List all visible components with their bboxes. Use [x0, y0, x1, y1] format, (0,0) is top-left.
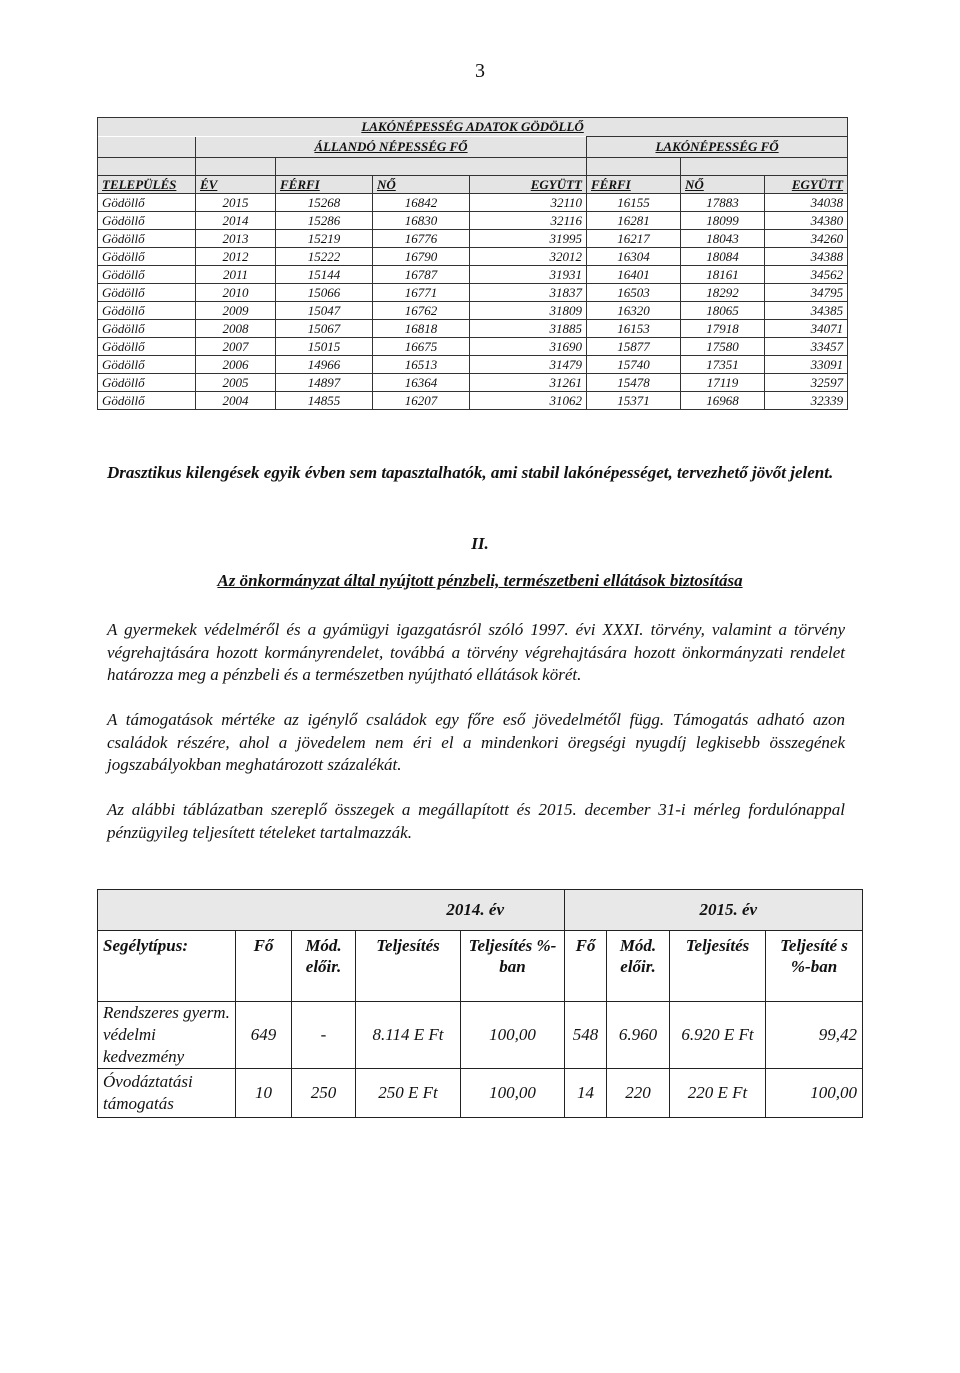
table-cell: 2011 — [196, 266, 276, 284]
table-row — [98, 1069, 863, 1118]
stability-note: Drasztikus kilengések egyik évben sem tapasztalhatók, ami stabil lakónépességet, tervezhető jövőt jelent. — [107, 463, 834, 482]
table-cell: 17883 — [681, 194, 765, 212]
table-cell: 16217 — [587, 230, 681, 248]
table-row — [98, 356, 848, 374]
table-cell: 34038 — [765, 194, 848, 212]
table-cell: 18043 — [681, 230, 765, 248]
population-header-cell: ÉV — [196, 176, 276, 194]
table-cell: 34260 — [765, 230, 848, 248]
table-cell: 2015 — [196, 194, 276, 212]
table-cell: 548 — [565, 1002, 607, 1069]
table-cell: 34795 — [765, 284, 848, 302]
table-cell: Gödöllő — [98, 230, 196, 248]
benefits-table — [97, 889, 863, 1118]
benefits-header-cell: Teljesíté s %-ban — [766, 931, 863, 1002]
table-cell: Gödöllő — [98, 320, 196, 338]
paragraph-table-intro: Az alábbi táblázatban szereplő összegek a megállapított és 2015. december 31-i mérleg fordulónappal pénzügyileg teljesített tételeket tartalmazzák. — [107, 800, 845, 842]
section-number: II. — [471, 534, 489, 553]
table-cell: Gödöllő — [98, 194, 196, 212]
table-cell: 16153 — [587, 320, 681, 338]
table-cell: 15877 — [587, 338, 681, 356]
table-cell: 14966 — [276, 356, 373, 374]
table-cell: 2014 — [196, 212, 276, 230]
table-cell: Gödöllő — [98, 338, 196, 356]
table-cell: 16818 — [373, 320, 470, 338]
benefits-header-cell: Teljesítés %-ban — [461, 931, 565, 1002]
table-cell: 33457 — [765, 338, 848, 356]
table-cell: 16842 — [373, 194, 470, 212]
benefits-header-cell: Teljesítés — [356, 931, 461, 1002]
table-cell: 17580 — [681, 338, 765, 356]
paragraph-eligibility: A támogatások mértéke az igénylő családok egy főre eső jövedelmétől függ. Támogatás adható azon családok részére, ahol a jövedelem nem éri el a mindenkori öregségi nyugdíj legkisebb összegének jogszabályokban meghatározott százalékát. — [107, 710, 845, 774]
table-row — [98, 230, 848, 248]
table-cell: 2004 — [196, 392, 276, 410]
table-cell: 15222 — [276, 248, 373, 266]
table-cell: 6.960 — [607, 1002, 670, 1069]
table-cell: 31261 — [470, 374, 587, 392]
table-cell: 2012 — [196, 248, 276, 266]
table-cell: 34562 — [765, 266, 848, 284]
section-title: Az önkormányzat által nyújtott pénzbeli, természetbeni ellátások biztosítása — [217, 571, 743, 590]
table-cell: 34388 — [765, 248, 848, 266]
group-resident-header: LAKÓNÉPESSÉG FŐ — [587, 137, 848, 158]
table-cell: 2005 — [196, 374, 276, 392]
table-cell: Rendszeres gyerm. védelmi kedvezmény — [98, 1002, 236, 1069]
population-header-cell: FÉRFI — [276, 176, 373, 194]
year-2015-header: 2015. év — [565, 890, 863, 931]
table-cell: 34380 — [765, 212, 848, 230]
table-cell: 250 — [292, 1069, 356, 1118]
table-cell: 17918 — [681, 320, 765, 338]
table-row — [98, 194, 848, 212]
table-cell: 16771 — [373, 284, 470, 302]
table-cell: 16776 — [373, 230, 470, 248]
table-cell: 16675 — [373, 338, 470, 356]
table-cell: 31931 — [470, 266, 587, 284]
table-cell: 16281 — [587, 212, 681, 230]
table-cell: Gödöllő — [98, 266, 196, 284]
table-cell: 15286 — [276, 212, 373, 230]
table-cell: 14897 — [276, 374, 373, 392]
table-cell: 2010 — [196, 284, 276, 302]
table-cell: 16790 — [373, 248, 470, 266]
table-cell: 2013 — [196, 230, 276, 248]
table-row — [98, 212, 848, 230]
table-cell: 15371 — [587, 392, 681, 410]
table-cell: 34385 — [765, 302, 848, 320]
table-cell: 15740 — [587, 356, 681, 374]
table-cell: 31062 — [470, 392, 587, 410]
table-cell: 15066 — [276, 284, 373, 302]
table-cell: 15219 — [276, 230, 373, 248]
table-cell: 31809 — [470, 302, 587, 320]
table-cell: 100,00 — [766, 1069, 863, 1118]
population-header-cell: NŐ — [681, 176, 765, 194]
table-row — [98, 284, 848, 302]
population-header-cell: EGYÜTT — [765, 176, 848, 194]
table-cell: 18161 — [681, 266, 765, 284]
table-row — [98, 374, 848, 392]
table-cell: 31995 — [470, 230, 587, 248]
table-cell: 31479 — [470, 356, 587, 374]
table-cell: 15047 — [276, 302, 373, 320]
table-cell: Gödöllő — [98, 284, 196, 302]
table-cell: 16320 — [587, 302, 681, 320]
table-cell: 220 E Ft — [670, 1069, 766, 1118]
table-cell: 17351 — [681, 356, 765, 374]
table-row — [98, 302, 848, 320]
table-cell: 649 — [236, 1002, 292, 1069]
population-header-cell: TELEPÜLÉS — [98, 176, 196, 194]
table-cell: Óvodáztatási támogatás — [98, 1069, 236, 1118]
table-cell: - — [292, 1002, 356, 1069]
table-cell: 33091 — [765, 356, 848, 374]
table-cell: 2008 — [196, 320, 276, 338]
table-cell: 32116 — [470, 212, 587, 230]
table-cell: 15268 — [276, 194, 373, 212]
table-cell: 15067 — [276, 320, 373, 338]
table-cell: 16762 — [373, 302, 470, 320]
table-cell: 17119 — [681, 374, 765, 392]
benefits-header-cell: Fő — [236, 931, 292, 1002]
table-cell: Gödöllő — [98, 374, 196, 392]
table-cell: 16968 — [681, 392, 765, 410]
population-header-cell: NŐ — [373, 176, 470, 194]
benefits-header-cell: Fő — [565, 931, 607, 1002]
table-cell: 31885 — [470, 320, 587, 338]
table-cell: 99,42 — [766, 1002, 863, 1069]
table-row — [98, 266, 848, 284]
page-number: 3 — [475, 60, 485, 82]
table-cell: 18065 — [681, 302, 765, 320]
table-row — [98, 1002, 863, 1069]
population-header-cell: FÉRFI — [587, 176, 681, 194]
table-row — [98, 320, 848, 338]
benefits-header-cell: Segélytípus: — [98, 931, 236, 1002]
table-cell: Gödöllő — [98, 356, 196, 374]
table-cell: 15478 — [587, 374, 681, 392]
table-cell: 16503 — [587, 284, 681, 302]
table-cell: 14 — [565, 1069, 607, 1118]
table-cell: 16787 — [373, 266, 470, 284]
table-cell: 220 — [607, 1069, 670, 1118]
paragraph-law: A gyermekek védelméről és a gyámügyi igazgatásról szóló 1997. évi XXXI. törvény, valamint a törvény végrehajtására hozott kormányrendelet, továbbá a törvény végrehajtására hozott önkormányzati rendelet határozza meg a pénzbeli és a természetben nyújtható ellátások körét. — [107, 620, 845, 684]
table-cell: 15015 — [276, 338, 373, 356]
table-cell: 32110 — [470, 194, 587, 212]
benefits-header-cell: Teljesítés — [670, 931, 766, 1002]
table-cell: 18292 — [681, 284, 765, 302]
table-cell: 16304 — [587, 248, 681, 266]
table-cell: 31690 — [470, 338, 587, 356]
table-cell: 14855 — [276, 392, 373, 410]
group-permanent-header: ÁLLANDÓ NÉPESSÉG FŐ — [196, 137, 587, 158]
table-cell: 250 E Ft — [356, 1069, 461, 1118]
table-row — [98, 248, 848, 266]
table-cell: 34071 — [765, 320, 848, 338]
table-row — [98, 338, 848, 356]
table-cell: 10 — [236, 1069, 292, 1118]
table-cell: 16155 — [587, 194, 681, 212]
table-cell: Gödöllő — [98, 212, 196, 230]
benefits-header-cell: Mód. előir. — [607, 931, 670, 1002]
table-cell: 2009 — [196, 302, 276, 320]
table-cell: 16364 — [373, 374, 470, 392]
table-cell: 16513 — [373, 356, 470, 374]
table-cell: 2006 — [196, 356, 276, 374]
table-cell: 32597 — [765, 374, 848, 392]
table-cell: 2007 — [196, 338, 276, 356]
table-cell: 16401 — [587, 266, 681, 284]
year-2014-header: 2014. év — [98, 890, 565, 931]
benefits-header-cell: Mód. előir. — [292, 931, 356, 1002]
table-cell: 100,00 — [461, 1069, 565, 1118]
population-table-title: LAKÓNÉPESSÉG ADATOK GÖDÖLLŐ — [98, 118, 848, 137]
table-cell: 32339 — [765, 392, 848, 410]
table-cell: Gödöllő — [98, 248, 196, 266]
table-cell: 6.920 E Ft — [670, 1002, 766, 1069]
table-cell: Gödöllő — [98, 302, 196, 320]
table-row — [98, 392, 848, 410]
table-cell: 15144 — [276, 266, 373, 284]
table-cell: 18099 — [681, 212, 765, 230]
population-table — [97, 117, 848, 410]
table-cell: 31837 — [470, 284, 587, 302]
population-header-cell: EGYÜTT — [470, 176, 587, 194]
table-cell: 18084 — [681, 248, 765, 266]
table-cell: 32012 — [470, 248, 587, 266]
table-cell: 16830 — [373, 212, 470, 230]
table-cell: 100,00 — [461, 1002, 565, 1069]
table-cell: 8.114 E Ft — [356, 1002, 461, 1069]
table-cell: 16207 — [373, 392, 470, 410]
table-cell: Gödöllő — [98, 392, 196, 410]
